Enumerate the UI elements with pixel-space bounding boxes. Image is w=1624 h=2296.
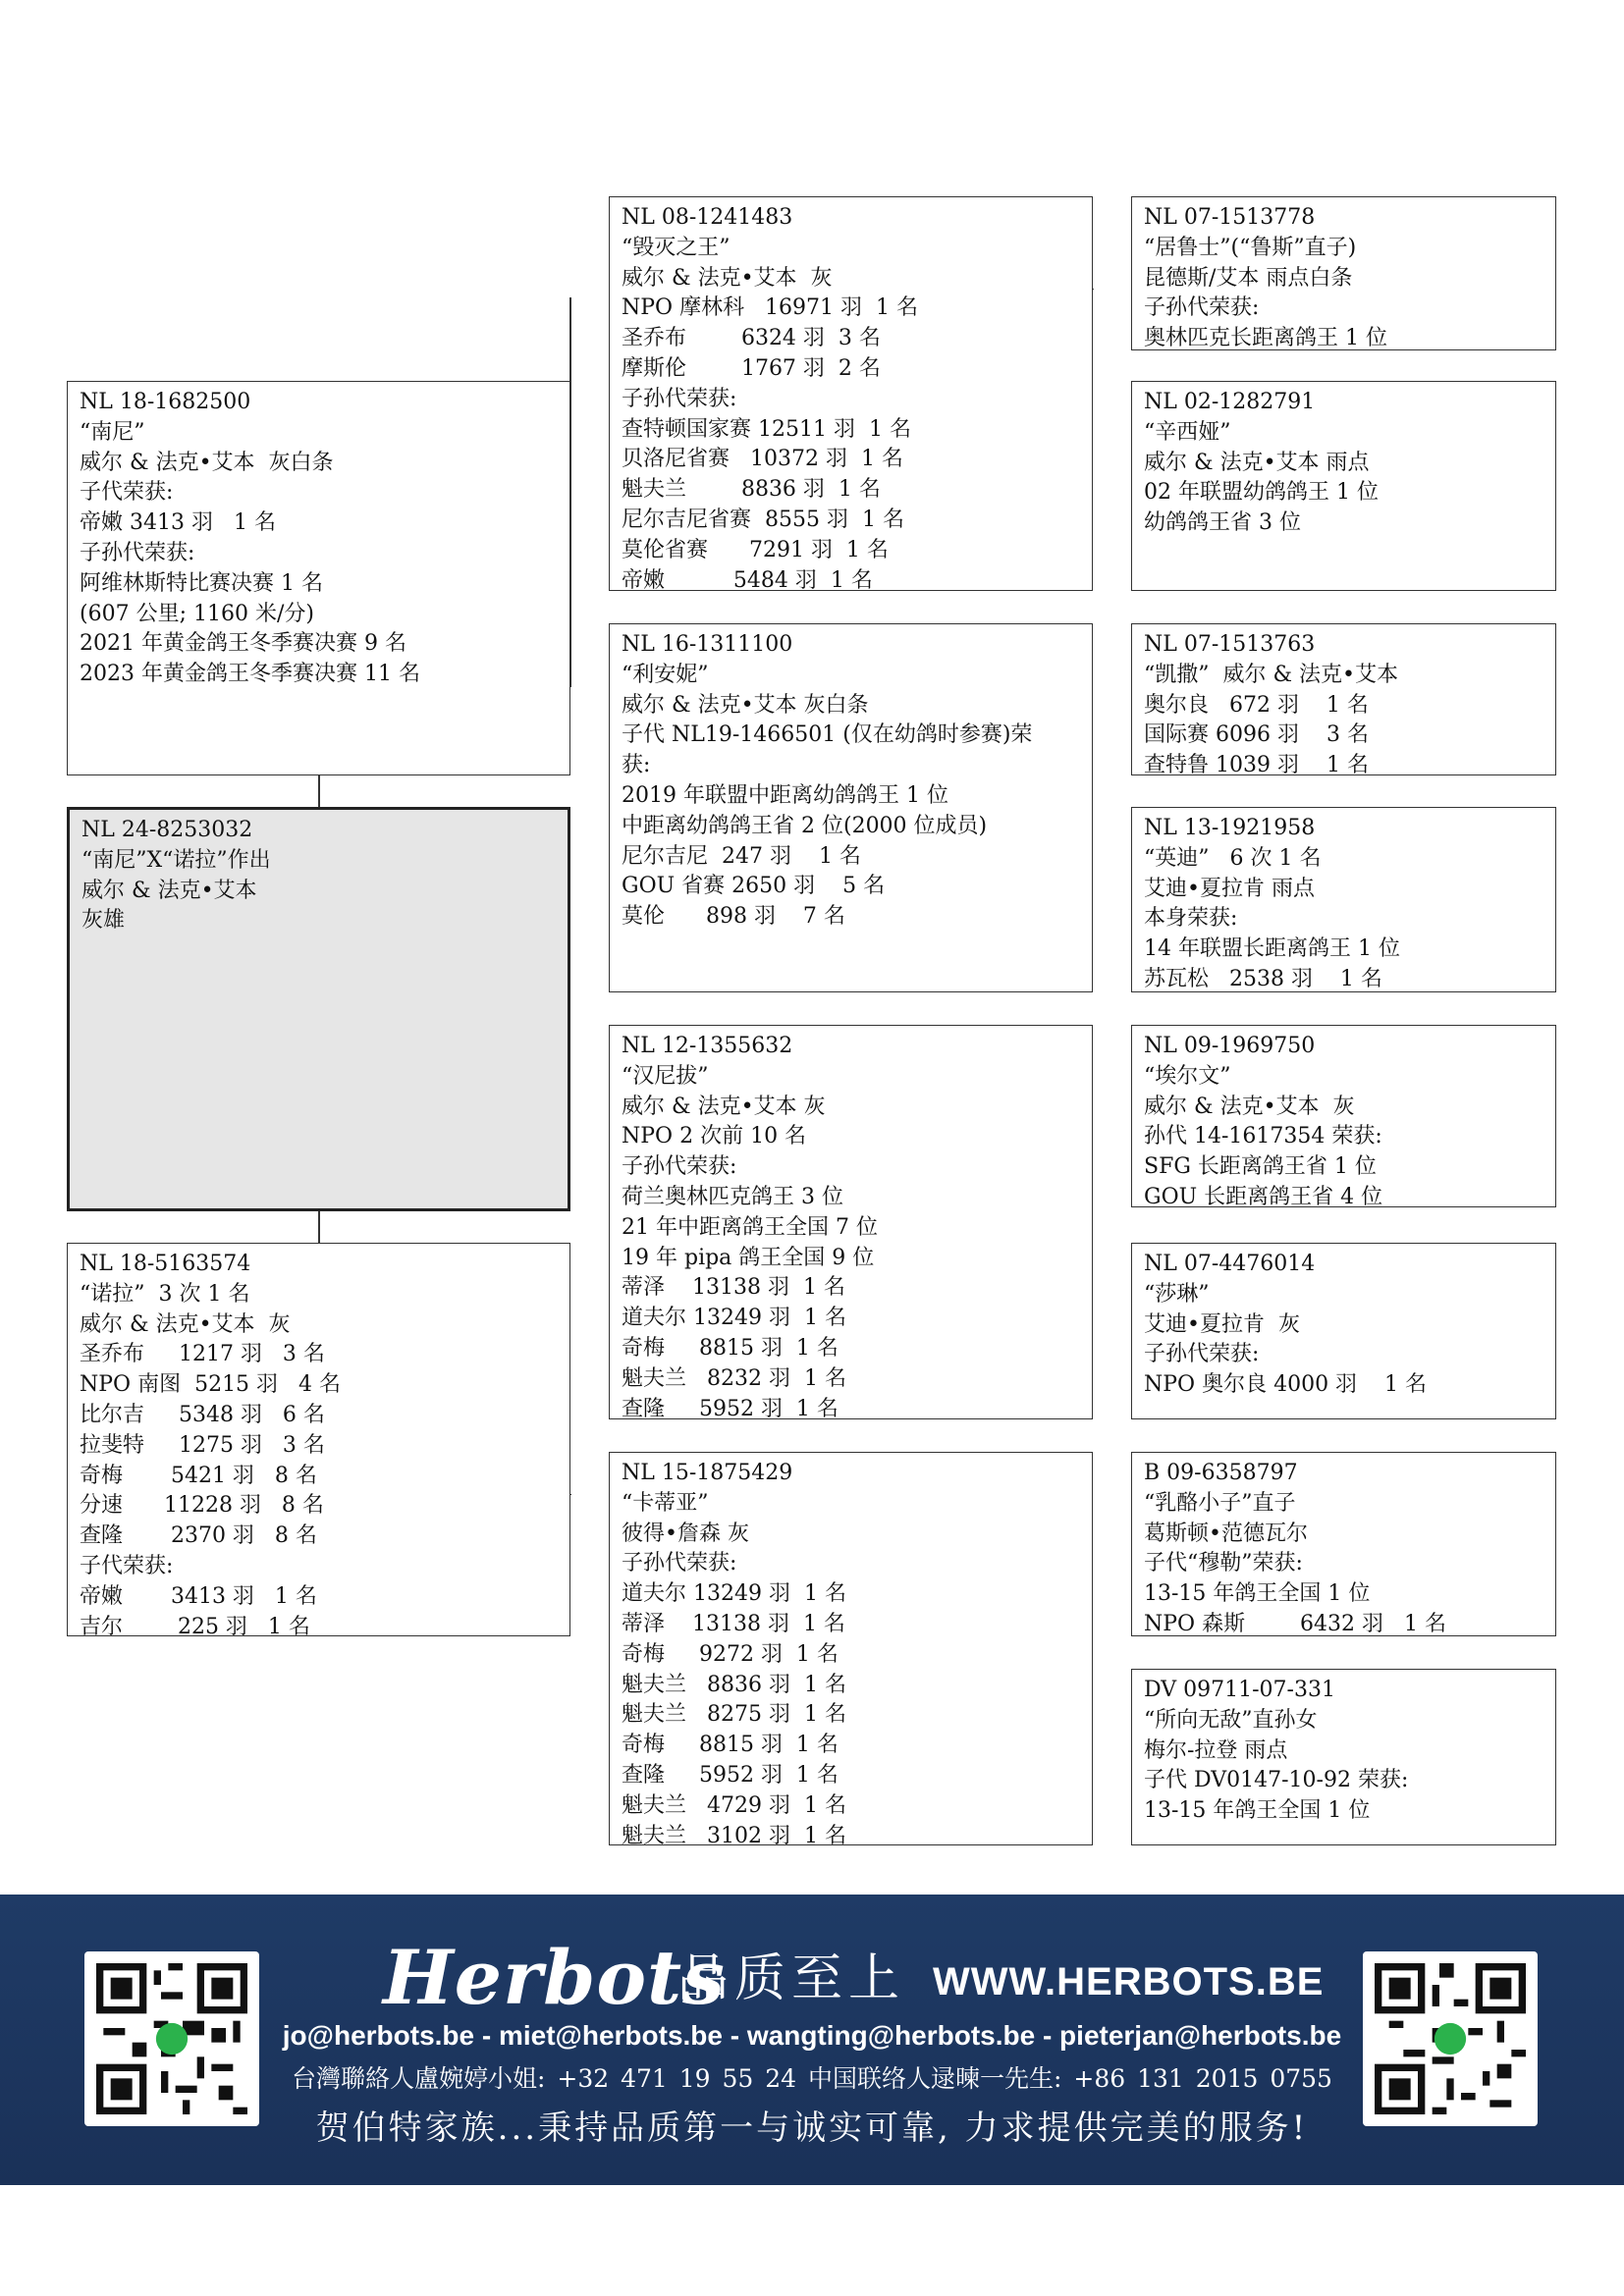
pedigree-line: 国际赛 6096 羽 3 名 — [1144, 722, 1369, 748]
pedigree-line: 13-15 年鸽王全国 1 位 — [1144, 1798, 1371, 1824]
pedigree-line: 荷兰奥林匹克鸽王 3 位 — [622, 1184, 843, 1209]
pedigree-line: 蒂泽 13138 羽 1 名 — [622, 1611, 845, 1636]
pedigree-line: NPO 森斯 6432 羽 1 名 — [1144, 1611, 1446, 1636]
pedigree-dd-sire — [1131, 1452, 1556, 1636]
pedigree-line: NPO 摩林科 16971 羽 1 名 — [622, 295, 919, 321]
pedigree-line: “乳酪小子”直子 — [1144, 1490, 1296, 1516]
pedigree-line: NL 08-1241483 — [622, 205, 793, 230]
pedigree-line: 2019 年联盟中距离幼鸽鸽王 1 位 — [622, 782, 948, 808]
pedigree-line: “卡蒂亚” — [622, 1490, 709, 1516]
pedigree-line: “利安妮” — [622, 662, 709, 687]
pedigree-line: 魁夫兰 8275 羽 1 名 — [622, 1702, 846, 1728]
pedigree-line: GOU 长距离鸽王省 4 位 — [1144, 1184, 1383, 1207]
pedigree-line: 奇梅 8815 羽 1 名 — [622, 1335, 839, 1361]
pedigree-line: NL 09-1969750 — [1144, 1034, 1316, 1058]
pedigree-line: NL 07-4476014 — [1144, 1252, 1316, 1276]
pedigree-line: 分速 11228 羽 8 名 — [80, 1493, 324, 1519]
pedigree-line: 魁夫兰 8836 羽 1 名 — [622, 477, 881, 503]
pedigree-line: 查隆 5952 羽 1 名 — [622, 1762, 839, 1788]
pedigree-line: “汉尼拔” — [622, 1063, 709, 1089]
pedigree-line: 魁夫兰 8232 羽 1 名 — [622, 1365, 846, 1391]
pedigree-line: NL 16-1311100 — [622, 632, 793, 657]
pedigree-line: 21 年中距离鸽王全国 7 位 — [622, 1214, 878, 1240]
qr-pattern — [1375, 1963, 1526, 2114]
pedigree-line: 威尔 & 法克•艾本 灰 — [622, 265, 833, 291]
pedigree-line: 奇梅 9272 羽 1 名 — [622, 1641, 839, 1667]
pedigree-line: 子代 DV0147-10-92 荣获: — [1144, 1768, 1409, 1793]
pedigree-line: 贝洛尼省赛 10372 羽 1 名 — [622, 447, 903, 472]
pedigree-line: 子孙代荣获: — [80, 540, 195, 565]
pedigree-line: “埃尔文” — [1144, 1063, 1231, 1089]
pedigree-line: 威尔 & 法克•艾本 灰 — [622, 1094, 826, 1119]
pedigree-line: 圣乔布 6324 羽 3 名 — [622, 326, 881, 351]
pedigree-line: 子代“穆勒”荣获: — [1144, 1551, 1303, 1576]
pedigree-sd-sire — [1131, 623, 1556, 775]
pedigree-line: 艾迪•夏拉肯 灰 — [1144, 1311, 1300, 1337]
pedigree-line: “毁灭之王” — [622, 235, 731, 260]
pedigree-line: 魁夫兰 4729 羽 1 名 — [622, 1792, 846, 1818]
connector-line — [318, 775, 320, 807]
pedigree-line: 孙代 14-1617354 荣获: — [1144, 1124, 1382, 1149]
pedigree-dam — [67, 1243, 570, 1636]
pedigree-line: 奇梅 5421 羽 8 名 — [80, 1463, 317, 1488]
pedigree-line: 道夫尔 13249 羽 1 名 — [622, 1581, 846, 1607]
pedigree-line: 灰雄 — [81, 908, 126, 934]
pedigree-line: 威尔 & 法克•艾本 灰白条 — [80, 450, 334, 475]
pedigree-line: “凯撒” 威尔 & 法克•艾本 — [1144, 662, 1399, 687]
pedigree-line: NL 18-1682500 — [80, 390, 251, 414]
pedigree-line: NL 12-1355632 — [622, 1034, 793, 1058]
pedigree-line: 吉尔 225 羽 1 名 — [80, 1614, 310, 1636]
pedigree-line: “所向无敌”直孙女 — [1144, 1707, 1318, 1733]
pedigree-line: (607 公里; 1160 米/分) — [80, 601, 314, 626]
pedigree-line: 尼尔吉尼 247 羽 1 名 — [622, 843, 861, 869]
pedigree-subject — [67, 807, 570, 1211]
pedigree-line: NL 15-1875429 — [622, 1461, 793, 1485]
footer-banner — [0, 1895, 1624, 2185]
qr-code-right[interactable] — [1363, 1951, 1538, 2126]
pedigree-line: NL 02-1282791 — [1144, 390, 1316, 414]
pedigree-line: “辛西娅” — [1144, 419, 1231, 445]
pedigree-line: 帝嫩 3413 羽 1 名 — [80, 1583, 317, 1609]
pedigree-line: NL 07-1513778 — [1144, 205, 1316, 230]
pedigree-line: 子孙代荣获: — [622, 1154, 737, 1180]
pedigree-line: NPO 南图 5215 羽 4 名 — [80, 1372, 342, 1398]
pedigree-line: 子孙代荣获: — [622, 1551, 737, 1576]
contact-phones: 台灣聯絡人盧婉婷小姐: +32 471 19 55 24 中国联络人逯暕一先生: +86 131 2015 0755 — [292, 2064, 1332, 2093]
pedigree-line: 获: — [622, 753, 651, 778]
website-link[interactable]: WWW.HERBOTS.BE — [933, 1960, 1325, 2003]
pedigree-line: 威尔 & 法克•艾本 灰 — [1144, 1094, 1355, 1119]
pedigree-line: 奥林匹克长距离鸽王 1 位 — [1144, 326, 1387, 350]
pedigree-line: DV 09711-07-331 — [1144, 1678, 1335, 1702]
pedigree-ss-sire — [1131, 196, 1556, 350]
pedigree-ds-sire — [1131, 1025, 1556, 1207]
pedigree-line: 莫伦 898 羽 7 名 — [622, 904, 845, 930]
pedigree-line: 比尔吉 5348 羽 6 名 — [80, 1402, 325, 1427]
pedigree-line: “南尼”X“诺拉”作出 — [81, 847, 271, 873]
pedigree-sd-dam — [1131, 807, 1556, 992]
pedigree-line: 威尔 & 法克•艾本 雨点 — [1144, 450, 1370, 475]
pedigree-line: B 09-6358797 — [1144, 1461, 1298, 1485]
pedigree-line: 子孙代荣获: — [622, 386, 737, 411]
pedigree-line: NPO 奥尔良 4000 羽 1 名 — [1144, 1372, 1428, 1398]
pedigree-line: 奇梅 8815 羽 1 名 — [622, 1733, 839, 1758]
pedigree-ds-dam — [1131, 1243, 1556, 1419]
pedigree-line: 中距离幼鸽鸽王省 2 位(2000 位成员) — [622, 813, 988, 838]
pedigree-line: 子代 NL19-1466501 (仅在幼鸽时参赛)荣 — [622, 722, 1033, 748]
brand-row — [383, 1934, 1325, 2022]
pedigree-line: 子孙代荣获: — [1144, 295, 1260, 321]
pedigree-line: 子代荣获: — [80, 480, 174, 506]
pedigree-line: 帝嫩 3413 羽 1 名 — [80, 510, 276, 536]
pedigree-line: 13-15 年鸽王全国 1 位 — [1144, 1581, 1371, 1607]
pedigree-line: 查隆 2370 羽 8 名 — [80, 1523, 317, 1549]
pedigree-line: 莫伦省赛 7291 羽 1 名 — [622, 537, 889, 562]
pedigree-line: 尼尔吉尼省赛 8555 羽 1 名 — [622, 507, 904, 532]
pedigree-line: 葛斯顿•范德瓦尔 — [1144, 1521, 1308, 1546]
pedigree-line: 圣乔布 1217 羽 3 名 — [80, 1342, 325, 1367]
pedigree-line: “英迪” 6 次 1 名 — [1144, 845, 1322, 871]
tagline: 贺伯特家族...秉持品质第一与诚实可靠, 力求提供完美的服务! — [315, 2109, 1309, 2148]
pedigree-dam-sire — [609, 1025, 1093, 1419]
pedigree-line: SFG 长距离鸽王省 1 位 — [1144, 1154, 1377, 1180]
pedigree-line: 道夫尔 13249 羽 1 名 — [622, 1306, 846, 1331]
pedigree-dam-dam — [609, 1452, 1093, 1845]
pedigree-line: “诺拉” 3 次 1 名 — [80, 1281, 250, 1307]
pedigree-line: 威尔 & 法克•艾本 — [81, 878, 257, 903]
pedigree-line: 幼鸽鸽王省 3 位 — [1144, 510, 1301, 536]
pedigree-line: NPO 2 次前 10 名 — [622, 1124, 807, 1149]
pedigree-line: 苏瓦松 2538 羽 1 名 — [1144, 966, 1382, 991]
pedigree-line: 摩斯伦 1767 羽 2 名 — [622, 355, 881, 381]
pedigree-line: 14 年联盟长距离鸽王 1 位 — [1144, 936, 1400, 962]
pedigree-line: 艾迪•夏拉肯 雨点 — [1144, 876, 1315, 901]
wechat-icon — [1435, 2023, 1466, 2055]
slogan: 品质至上 — [677, 1949, 906, 2008]
pedigree-line: 魁夫兰 8836 羽 1 名 — [622, 1672, 846, 1697]
pedigree-line: 本身荣获: — [1144, 906, 1238, 932]
pedigree-line: 梅尔-拉登 雨点 — [1144, 1737, 1288, 1763]
pedigree-line: NL 24-8253032 — [81, 818, 253, 842]
pedigree-line: “居鲁士”(“鲁斯”直子) — [1144, 235, 1357, 260]
pedigree-line: 威尔 & 法克•艾本 灰 — [80, 1311, 291, 1337]
pedigree-line: NL 13-1921958 — [1144, 816, 1316, 840]
pedigree-line: 奥尔良 672 羽 1 名 — [1144, 692, 1369, 718]
pedigree-line: 19 年 pipa 鸽王全国 9 位 — [622, 1245, 875, 1270]
pedigree-line: NL 18-5163574 — [80, 1252, 251, 1276]
pedigree-line: 查隆 5952 羽 1 名 — [622, 1396, 839, 1419]
pedigree-line: 魁夫兰 3102 羽 1 名 — [622, 1823, 846, 1845]
pedigree-line: 拉斐特 1275 羽 3 名 — [80, 1432, 325, 1458]
pedigree-sire-sire — [609, 196, 1093, 591]
herbots-logo: Herbots — [383, 1934, 726, 2021]
pedigree-line: 帝嫩 5484 羽 1 名 — [622, 567, 873, 591]
pedigree-line: 查特顿国家赛 12511 羽 1 名 — [622, 416, 911, 442]
pedigree-line: 阿维林斯特比赛决赛 1 名 — [80, 570, 323, 596]
pedigree-line: NL 07-1513763 — [1144, 632, 1316, 657]
pedigree-line: GOU 省赛 2650 羽 5 名 — [622, 874, 886, 899]
pedigree-line: 查特鲁 1039 羽 1 名 — [1144, 753, 1369, 775]
pedigree-sire-dam — [609, 623, 1093, 992]
pedigree-line: “莎琳” — [1144, 1281, 1210, 1307]
pedigree-line: 2021 年黄金鸽王冬季赛决赛 9 名 — [80, 631, 406, 657]
pedigree-line: 子孙代荣获: — [1144, 1342, 1260, 1367]
pedigree-line: 2023 年黄金鸽王冬季赛决赛 11 名 — [80, 662, 420, 687]
pedigree-sire — [67, 381, 570, 775]
pedigree-line: 威尔 & 法克•艾本 灰白条 — [622, 692, 869, 718]
pedigree-line: 彼得•詹森 灰 — [622, 1521, 749, 1546]
pedigree-line: 昆德斯/艾本 雨点白条 — [1144, 265, 1353, 291]
pedigree-ss-dam — [1131, 381, 1556, 591]
connector-line — [318, 1211, 320, 1243]
pedigree-line: 子代荣获: — [80, 1553, 174, 1578]
pedigree-line: “南尼” — [80, 419, 145, 445]
pedigree-line: 蒂泽 13138 羽 1 名 — [622, 1275, 845, 1301]
pedigree-dd-dam — [1131, 1669, 1556, 1845]
pedigree-line: 02 年联盟幼鸽鸽王 1 位 — [1144, 480, 1379, 506]
email-list[interactable]: jo@herbots.be - miet@herbots.be - wangting@herbots.be - pieterjan@herbots.be — [282, 2020, 1342, 2051]
